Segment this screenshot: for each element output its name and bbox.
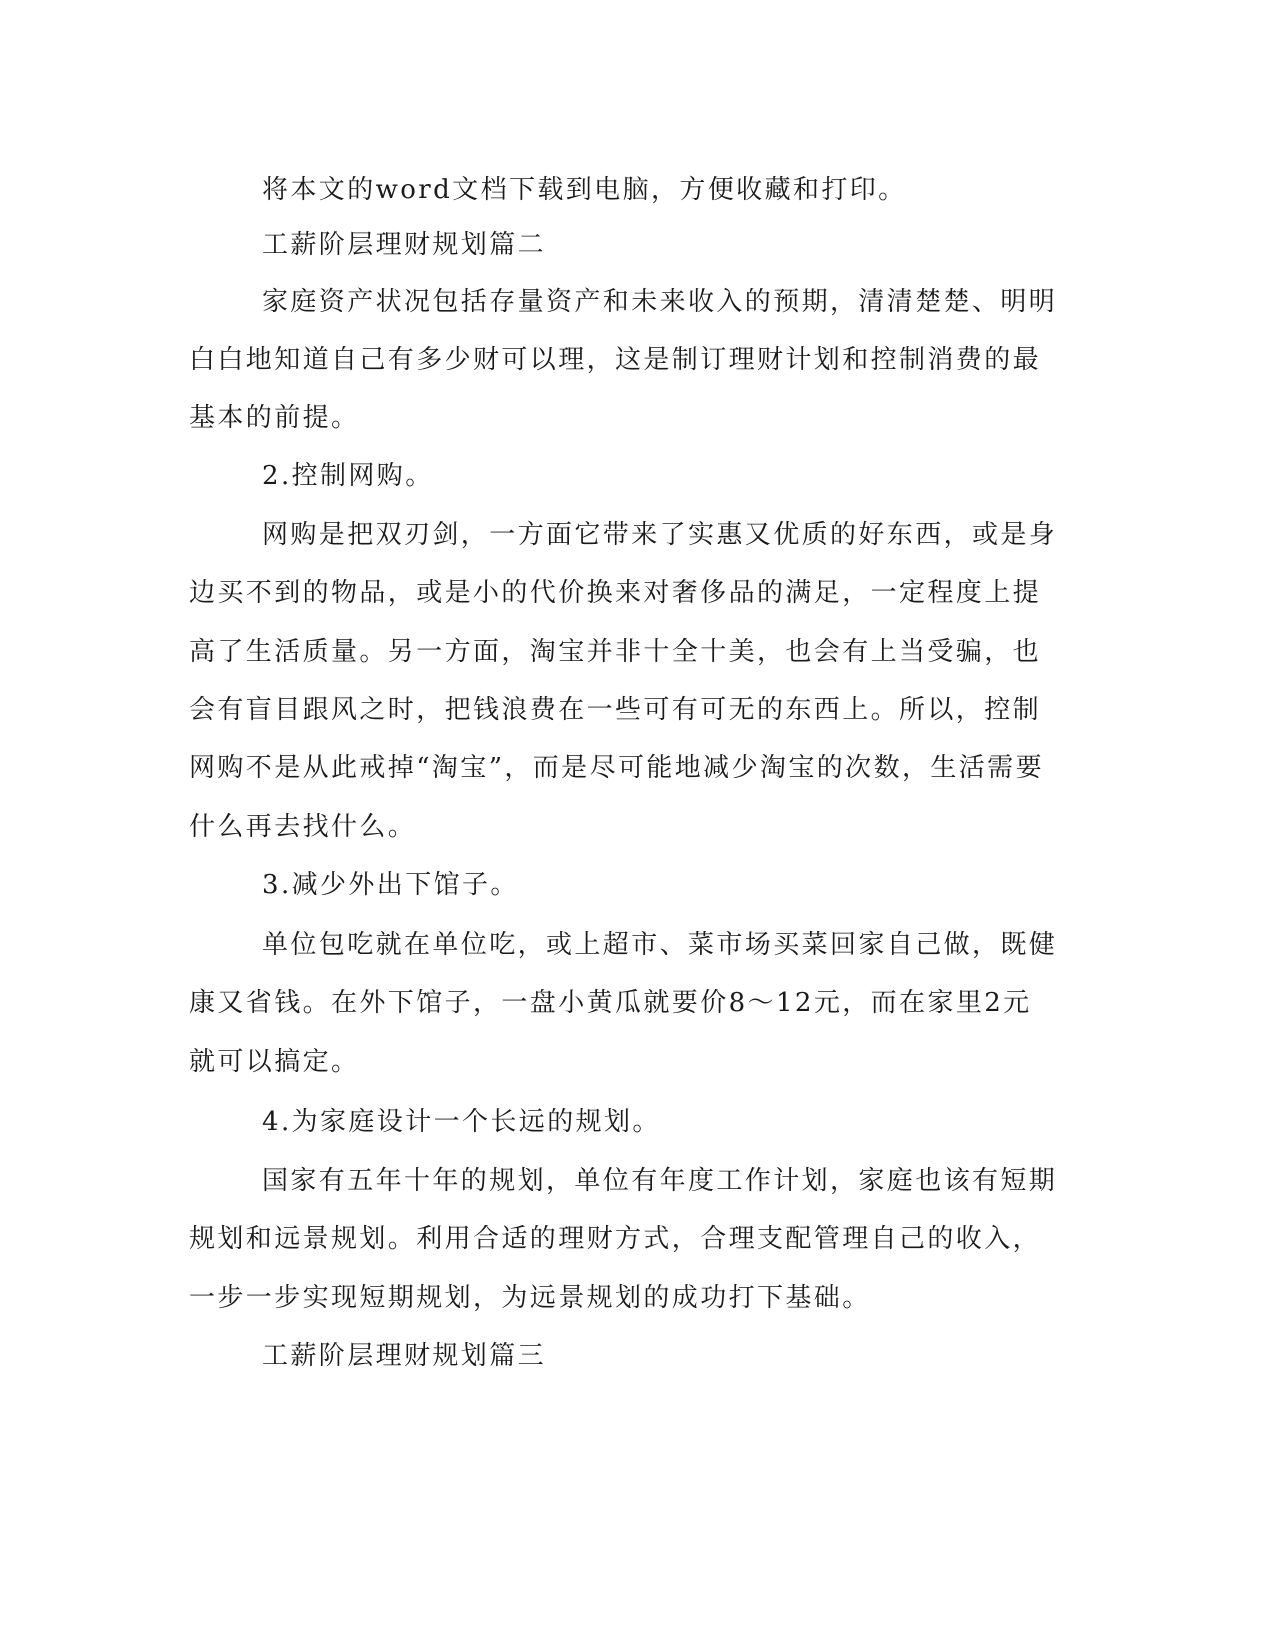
paragraph-line: 会有盲目跟风之时，把钱浪费在一些可有可无的东西上。所以，控制 bbox=[189, 695, 1042, 725]
paragraph-line: 白白地知道自己有多少财可以理，这是制订理财计划和控制消费的最 bbox=[189, 345, 1042, 375]
paragraph-line: 网购是把双刃剑，一方面它带来了实惠又优质的好东西，或是身 bbox=[262, 520, 1058, 550]
paragraph-line: 国家有五年十年的规划，单位有年度工作计划，家庭也该有短期 bbox=[262, 1166, 1058, 1196]
paragraph-line: 就可以搞定。 bbox=[189, 1047, 360, 1077]
paragraph-line: 单位包吃就在单位吃，或上超市、菜市场买菜回家自己做，既健 bbox=[262, 930, 1058, 960]
paragraph-line: 边买不到的物品，或是小的代价换来对奢侈品的满足，一定程度上提 bbox=[189, 578, 1042, 608]
paragraph-line: 高了生活质量。另一方面，淘宝并非十全十美，也会有上当受骗，也 bbox=[189, 637, 1042, 667]
paragraph-line: 一步一步实现短期规划，为远景规划的成功打下基础。 bbox=[189, 1283, 871, 1313]
list-heading-4: 4.为家庭设计一个长远的规划。 bbox=[262, 1107, 661, 1137]
paragraph-line: 什么再去找什么。 bbox=[189, 812, 417, 842]
paragraph-line: 网购不是从此戒掉“淘宝”，而是尽可能地减少淘宝的次数，生活需要 bbox=[189, 753, 1044, 783]
list-heading-3: 3.减少外出下馆子。 bbox=[262, 870, 519, 900]
paragraph-line: 基本的前提。 bbox=[189, 403, 360, 433]
list-heading-2: 2.控制网购。 bbox=[262, 461, 434, 491]
paragraph-line: 康又省钱。在外下馆子，一盘小黄瓜就要价8～12元，而在家里2元 bbox=[189, 988, 1032, 1018]
section-heading-part-2: 工薪阶层理财规划篇二 bbox=[262, 230, 547, 260]
download-note-line: 将本文的word文档下载到电脑，方便收藏和打印。 bbox=[262, 175, 907, 205]
paragraph-line: 规划和远景规划。利用合适的理财方式，合理支配管理自己的收入， bbox=[189, 1224, 1042, 1254]
paragraph-line: 家庭资产状况包括存量资产和未来收入的预期，清清楚楚、明明 bbox=[262, 287, 1058, 317]
section-heading-part-3: 工薪阶层理财规划篇三 bbox=[262, 1341, 547, 1371]
